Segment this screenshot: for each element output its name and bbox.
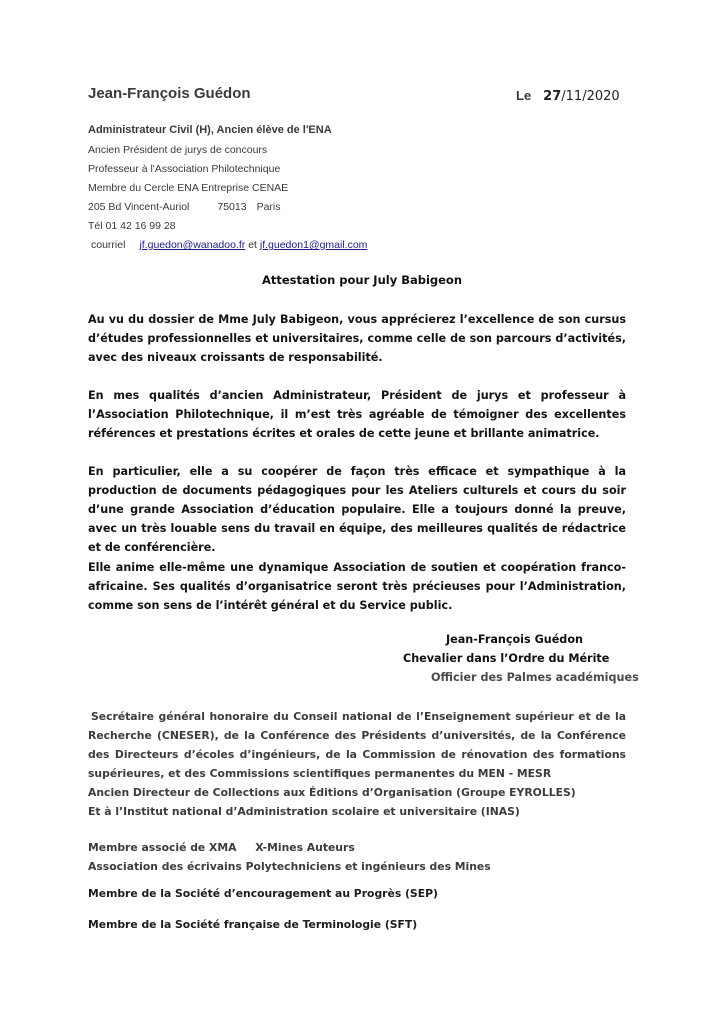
date-month-year: /11/2020 bbox=[561, 89, 620, 104]
document-title: Attestation pour July Babigeon bbox=[261, 273, 463, 287]
credential-inas: Et à l’Institut national d’Administration scolaire et universitaire (INAS) bbox=[88, 805, 520, 818]
email-link-wanadoo[interactable]: jf.guedon@wanadoo.fr bbox=[139, 239, 246, 251]
author-name: Jean-François Guédon bbox=[88, 85, 251, 102]
phone-line: Tél 01 42 16 99 28 bbox=[88, 220, 176, 232]
email-separator: et bbox=[248, 239, 257, 251]
credential-cneser: Secrétaire général honoraire du Conseil national de l’Enseignement supérieur et de la Recherche (CNESER), de la Conférence des Présidents d’universités, de la Conférence des Directeurs d’écoles d’ingénieurs, de la Commission de rénovation des formations supérieures, et des Commissions scientifiques permanentes du MEN - MESR bbox=[88, 710, 626, 780]
address-city: Paris bbox=[256, 201, 281, 213]
credential-sft: Membre de la Société française de Terminologie (SFT) bbox=[88, 918, 418, 931]
address-line bbox=[88, 201, 281, 213]
email-line bbox=[91, 239, 367, 251]
header-line: Membre du Cercle ENA Entreprise CENAE bbox=[88, 182, 289, 194]
xma-block bbox=[88, 838, 626, 876]
credential-xma-description: Association des écrivains Polytechniciens et ingénieurs des Mines bbox=[88, 860, 491, 873]
paragraph-3: En particulier, elle a su coopérer de façon très efficace et sympathique à la production de documents pédagogiques pour les Ateliers culturels et cours du soir d’une grande Association d’éducation populaire. Elle a toujours donné la preuve, avec un très louable sens du travail en équipe, des meilleures qualités de rédactrice et de conférencière. bbox=[88, 465, 626, 554]
address-street: 205 Bd Vincent-Auriol bbox=[88, 201, 190, 213]
credential-xma: Membre associé de XMA X-Mines Auteurs bbox=[88, 841, 355, 854]
header-line: Professeur à l'Association Philotechnique bbox=[88, 163, 281, 175]
credential-sep: Membre de la Société d’encouragement au Progrès (SEP) bbox=[88, 887, 438, 900]
signature-name: Jean-François Guédon bbox=[446, 633, 583, 646]
email-label: courriel bbox=[91, 239, 126, 251]
paragraph-1: Au vu du dossier de Mme July Babigeon, vous apprécierez l’excellence de son cursus d’études professionnelles et universitaires, comme celle de son parcours d’activités, avec des niveaux croissants de responsabilité. bbox=[88, 313, 626, 364]
paragraph-4: Elle anime elle-même une dynamique Association de soutien et coopération franco-africaine. Ses qualités d’organisatrice seront très précieuses pour l’Administration, comme son sens de l’intérêt général et du Service public. bbox=[88, 561, 626, 612]
date-day: 27 bbox=[543, 89, 562, 104]
header-title-line: Administrateur Civil (H), Ancien élève de l'ENA bbox=[88, 124, 332, 136]
signature-subtitle: Officier des Palmes académiques bbox=[431, 671, 639, 684]
address-postcode: 75013 bbox=[217, 201, 247, 213]
signature-title: Chevalier dans l’Ordre du Mérite bbox=[403, 652, 610, 665]
header-line: Ancien Président de jurys de concours bbox=[88, 144, 268, 156]
paragraph-2: En mes qualités d’ancien Administrateur, Président de jurys et professeur à l’Association Philotechnique, il m’est très agréable de témoigner des excellentes références et prestations écrites et orales de cette jeune et brillante animatrice. bbox=[88, 389, 626, 440]
credential-eyrolles: Ancien Directeur de Collections aux Éditions d’Organisation (Groupe EYROLLES) bbox=[88, 786, 576, 799]
email-link-gmail[interactable]: jf.guedon1@gmail.com bbox=[259, 239, 368, 251]
date-line bbox=[516, 88, 620, 104]
date-label: Le bbox=[516, 88, 532, 103]
credentials-block bbox=[88, 707, 626, 821]
